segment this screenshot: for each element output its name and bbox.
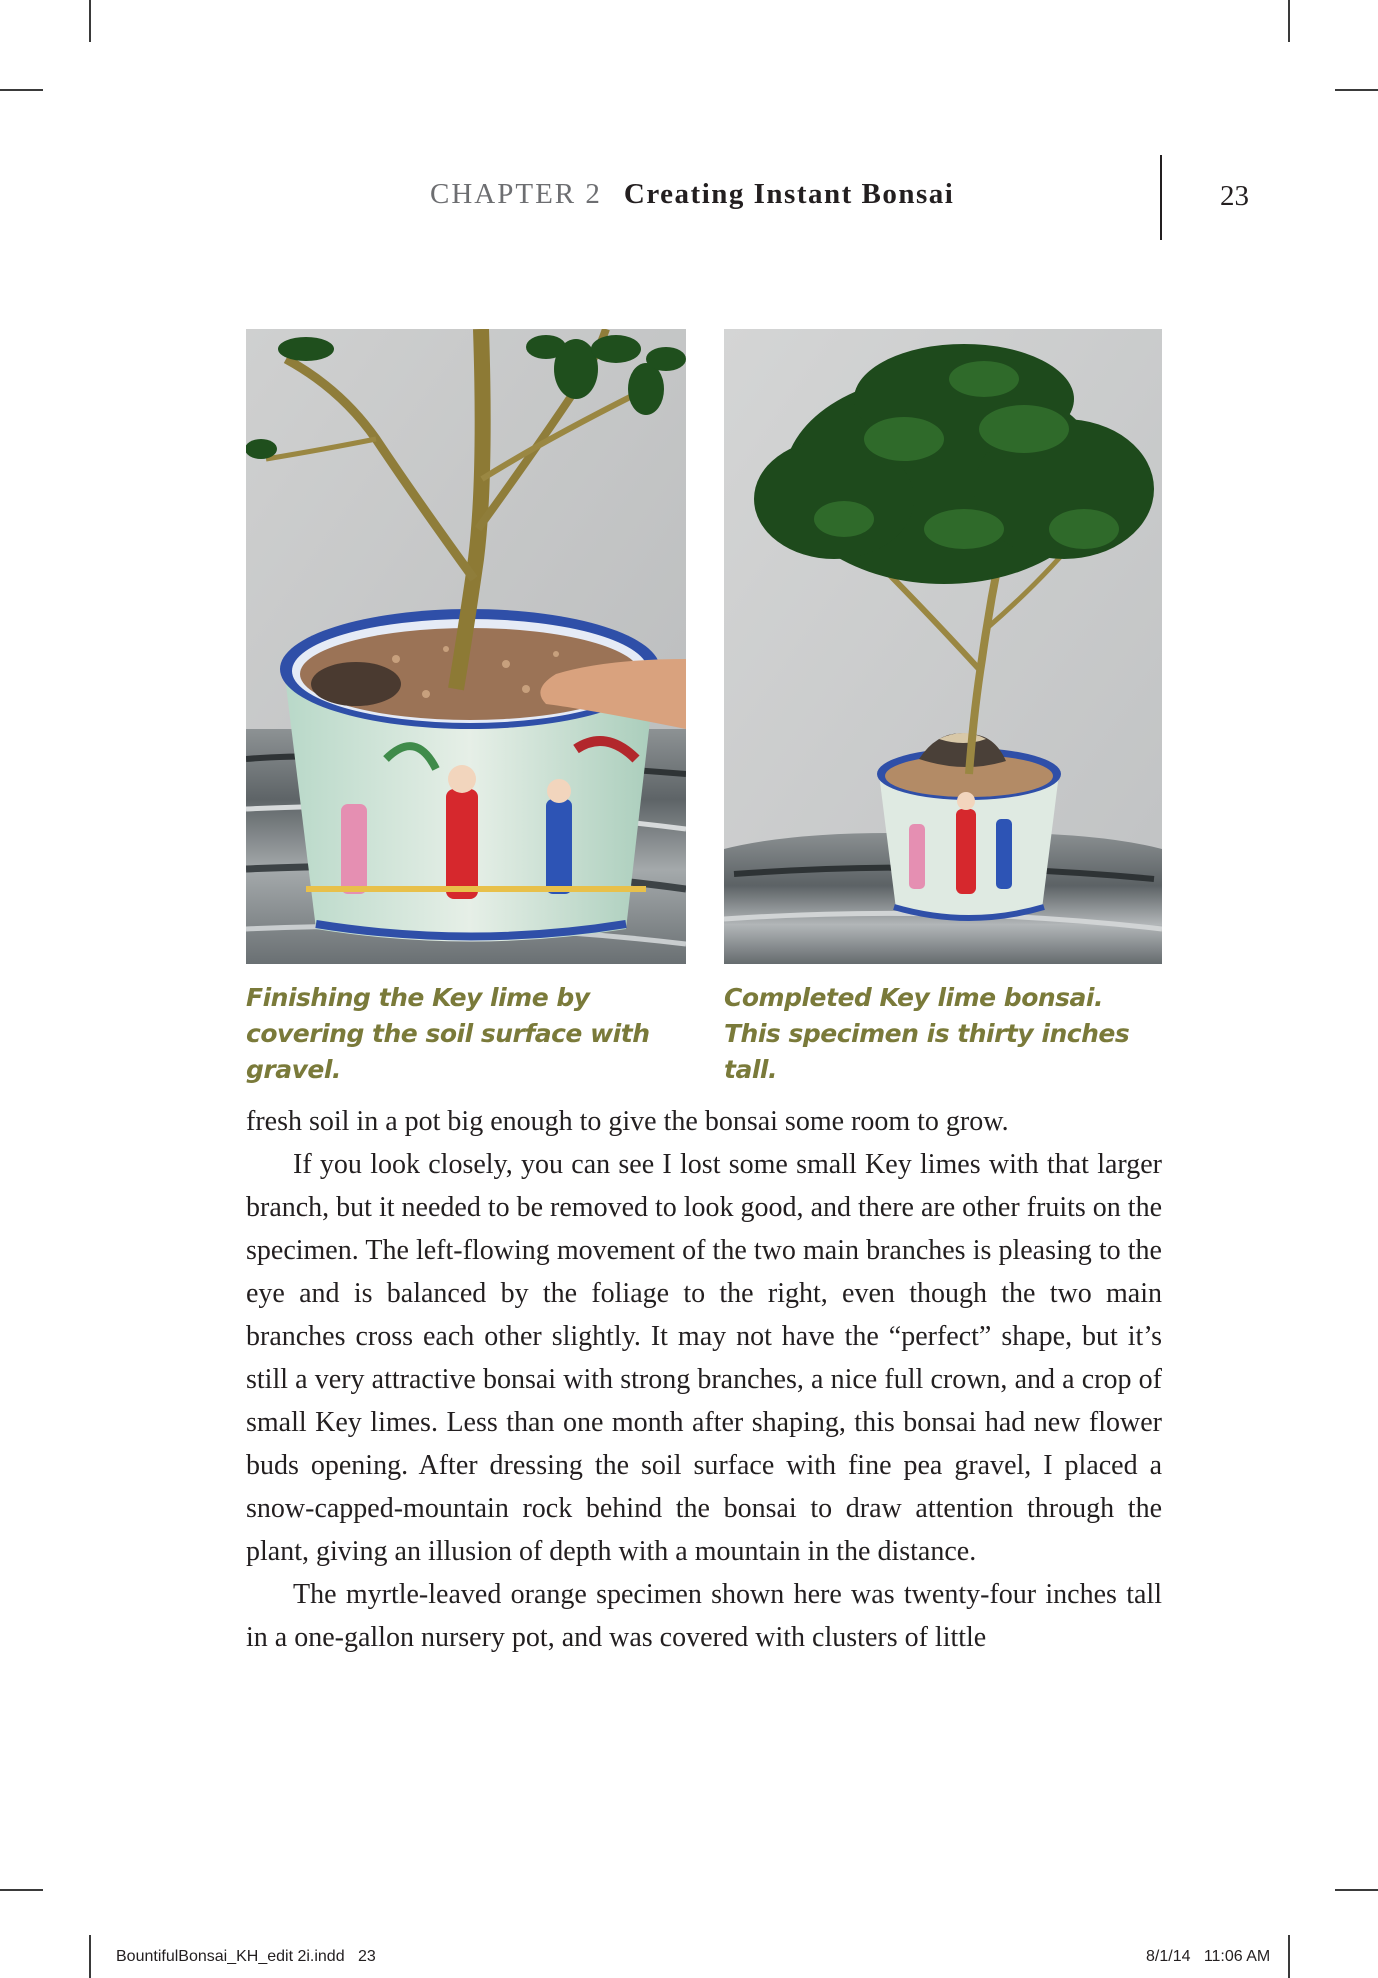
body-paragraph: The myrtle-leaved orange specimen shown here was twenty-four inches tall in a one-gallon nursery pot, and was covered with clusters of little: [246, 1579, 1162, 1653]
photo-key-lime-gravel: [246, 329, 686, 964]
crop-mark: [1335, 89, 1378, 91]
photo-key-lime-gravel-image: [246, 329, 686, 964]
crop-mark: [0, 89, 43, 91]
running-head-chapter: CHAPTER 2: [430, 178, 602, 210]
body-paragraph: fresh soil in a pot big enough to give the bonsai some room to grow.: [246, 1106, 1009, 1137]
crop-mark: [89, 1935, 91, 1978]
crop-mark: [89, 0, 91, 42]
running-head: [430, 178, 990, 211]
running-head-rule: [1160, 155, 1162, 240]
body-text: [246, 1100, 1162, 1659]
body-paragraph: If you look closely, you can see I lost some small Key limes with that larger branch, but it needed to be removed to look good, and there are other fruits on the specimen. The left-flowing movement of the two main branches is pleasing to the eye and is balanced by the foliage to the right, even though the two main branches cross each other slightly. It may not have the “perfect” shape, but it’s still a very attractive bonsai with strong branches, a nice full crown, and a crop of small Key limes. Less than one month after shaping, this bonsai had new flower buds opening. After dressing the soil surface with fine pea gravel, I placed a snow-capped-mountain rock behind the bonsai to draw attention through the plant, giving an illusion of depth with a mountain in the distance.: [246, 1149, 1162, 1567]
photo-completed-bonsai-image: [724, 329, 1162, 964]
crop-mark: [1335, 1889, 1378, 1891]
crop-mark: [1288, 1935, 1290, 1978]
page-number: 23: [1220, 180, 1249, 212]
crop-mark: [0, 1889, 43, 1891]
photo-completed-bonsai: [724, 329, 1162, 964]
slug-datetime: 8/1/14 11:06 AM: [1146, 1948, 1271, 1965]
crop-mark: [1288, 0, 1290, 42]
figure-caption: Completed Key lime bonsai. This specimen is thirty inches tall.: [724, 983, 1130, 1084]
figure-caption: Finishing the Key lime by covering the soil surface with gravel.: [246, 983, 650, 1084]
slug-file-name: BountifulBonsai_KH_edit 2i.indd 23: [116, 1948, 376, 1965]
running-head-title: Creating Instant Bonsai: [623, 178, 955, 210]
